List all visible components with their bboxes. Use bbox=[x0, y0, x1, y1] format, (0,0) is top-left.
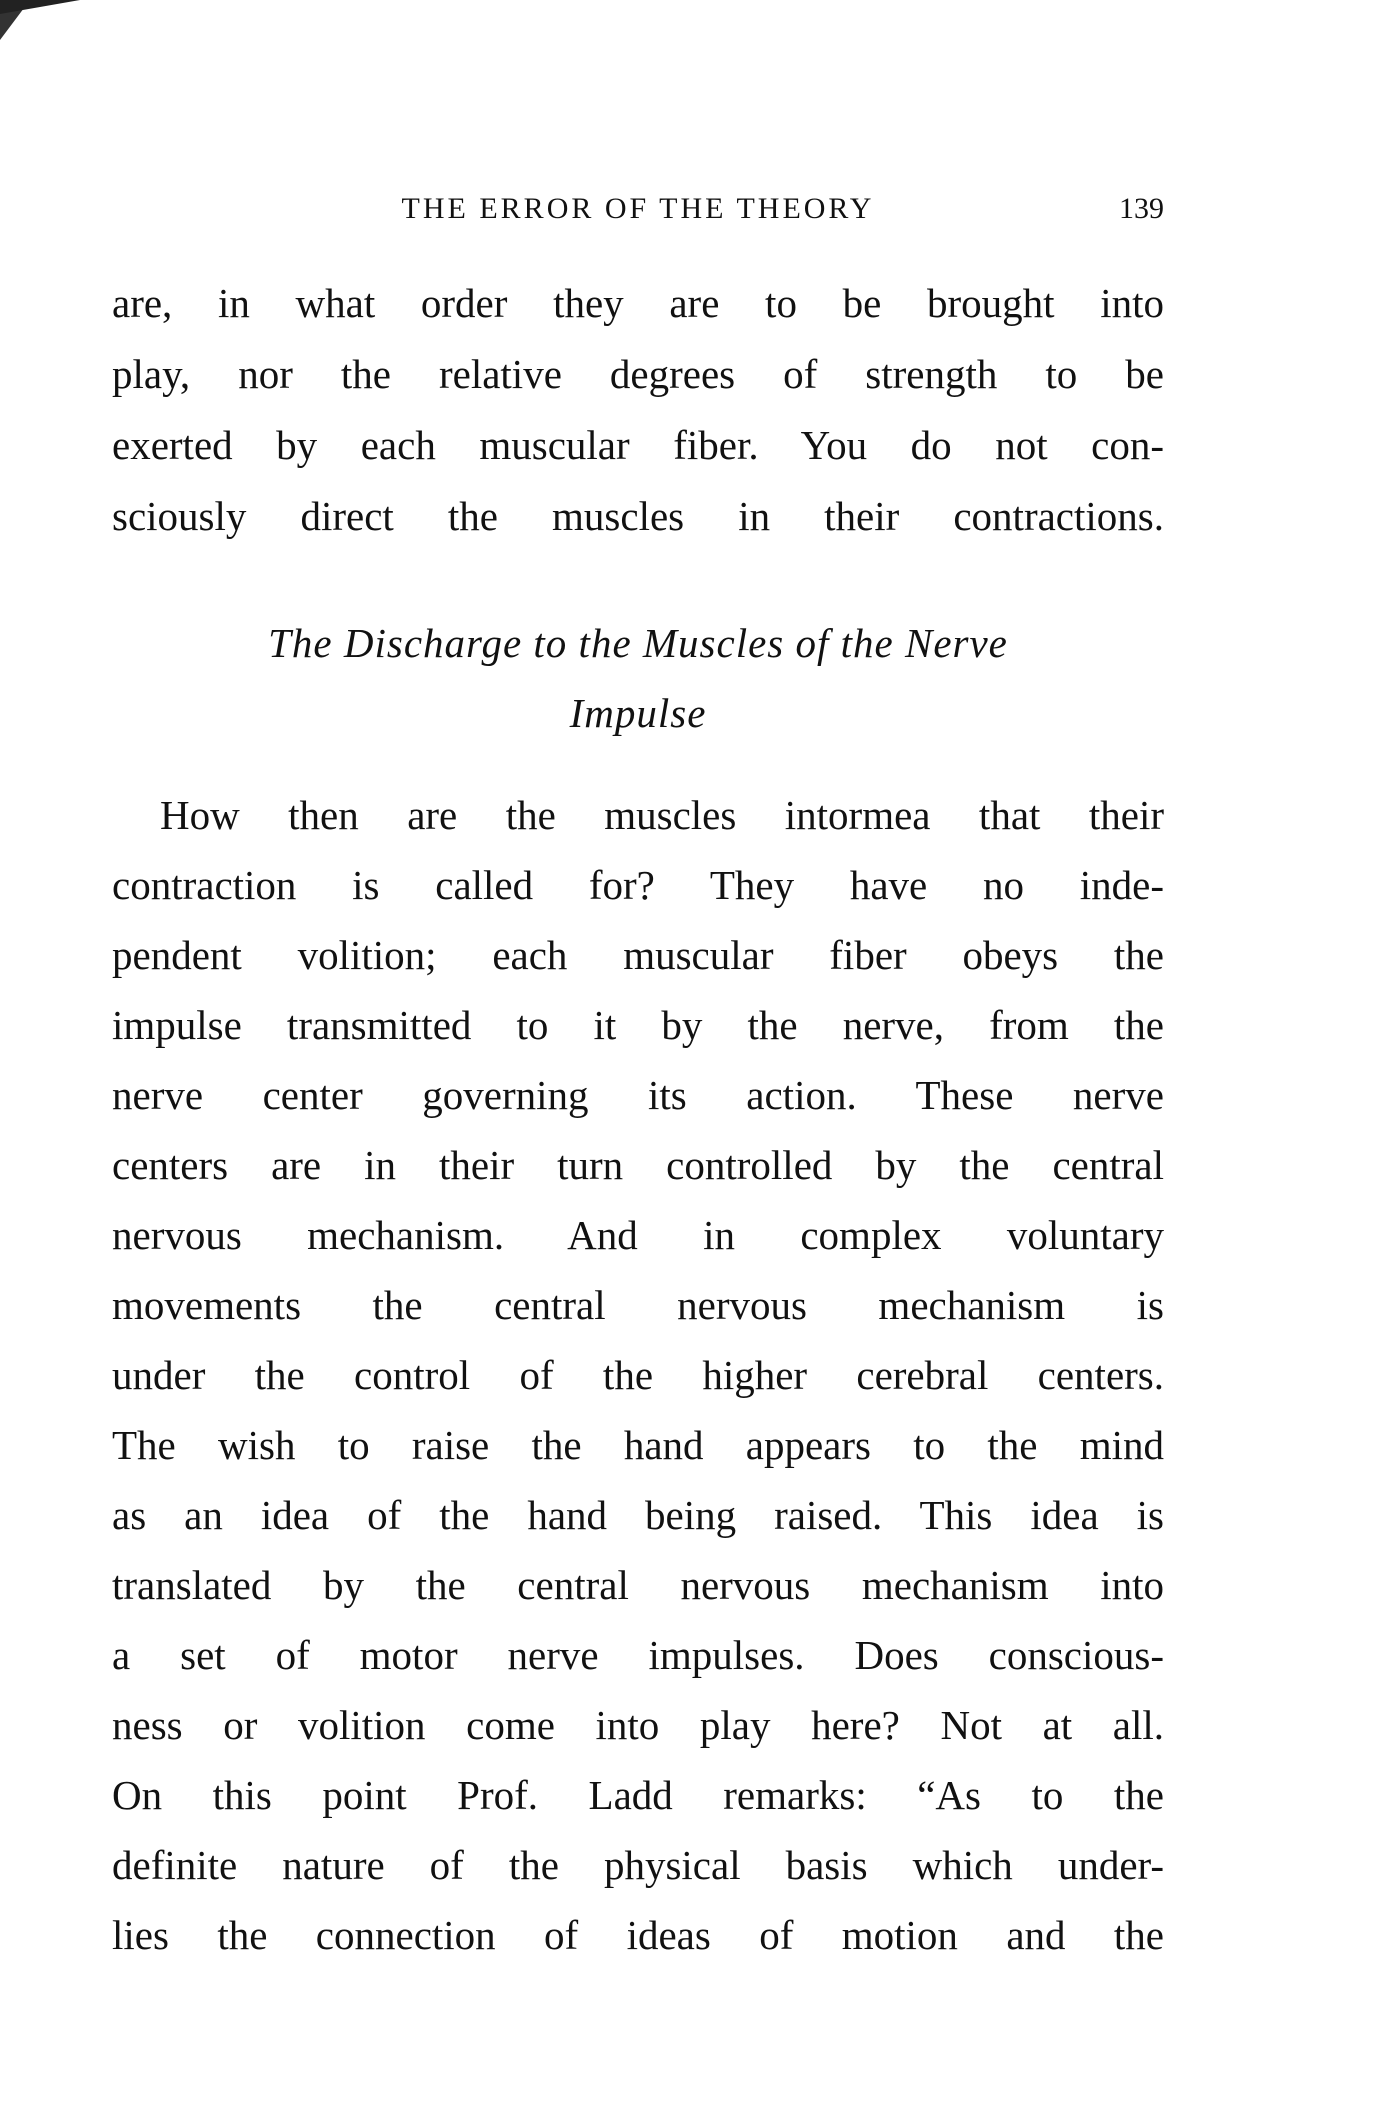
text-line: exerted by each muscular fiber. You do not con- bbox=[112, 422, 1164, 468]
text-line: translated by the central nervous mechanism into bbox=[112, 1562, 1164, 1608]
text-line: centers are in their turn controlled by the central bbox=[112, 1142, 1164, 1188]
section-heading-line: The Discharge to the Muscles of the Nerve bbox=[268, 620, 1008, 666]
text-line: under the control of the higher cerebral centers. bbox=[112, 1352, 1164, 1398]
text-line: a set of motor nerve impulses. Does conscious- bbox=[112, 1632, 1164, 1678]
text-line: play, nor the relative degrees of strength to be bbox=[112, 351, 1164, 397]
running-head: THE ERROR OF THE THEORY bbox=[401, 192, 875, 225]
text-line: The wish to raise the hand appears to the mind bbox=[112, 1422, 1164, 1468]
text-line: contraction is called for? They have no inde- bbox=[112, 862, 1164, 908]
text-line: On this point Prof. Ladd remarks: “As to the bbox=[112, 1772, 1164, 1818]
text-line: How then are the muscles intormea that their bbox=[160, 792, 1164, 838]
text-line: nerve center governing its action. These nerve bbox=[112, 1072, 1164, 1118]
text-line: nervous mechanism. And in complex voluntary bbox=[112, 1212, 1164, 1258]
text-line: impulse transmitted to it by the nerve, from the bbox=[112, 1002, 1164, 1048]
text-line: as an idea of the hand being raised. This idea is bbox=[112, 1492, 1164, 1538]
text-line: definite nature of the physical basis which under- bbox=[112, 1842, 1164, 1888]
text-line: ness or volition come into play here? Not at all. bbox=[112, 1702, 1164, 1748]
text-line: lies the connection of ideas of motion and the bbox=[112, 1912, 1164, 1958]
scan-artifact bbox=[0, 0, 80, 14]
text-line: pendent volition; each muscular fiber obeys the bbox=[112, 932, 1164, 978]
page-number: 139 bbox=[1119, 192, 1164, 225]
text-line: sciously direct the muscles in their contractions. bbox=[112, 493, 1164, 539]
text-line: movements the central nervous mechanism is bbox=[112, 1282, 1164, 1328]
text-line: are, in what order they are to be brought into bbox=[112, 280, 1164, 326]
section-heading-line: Impulse bbox=[569, 690, 707, 736]
